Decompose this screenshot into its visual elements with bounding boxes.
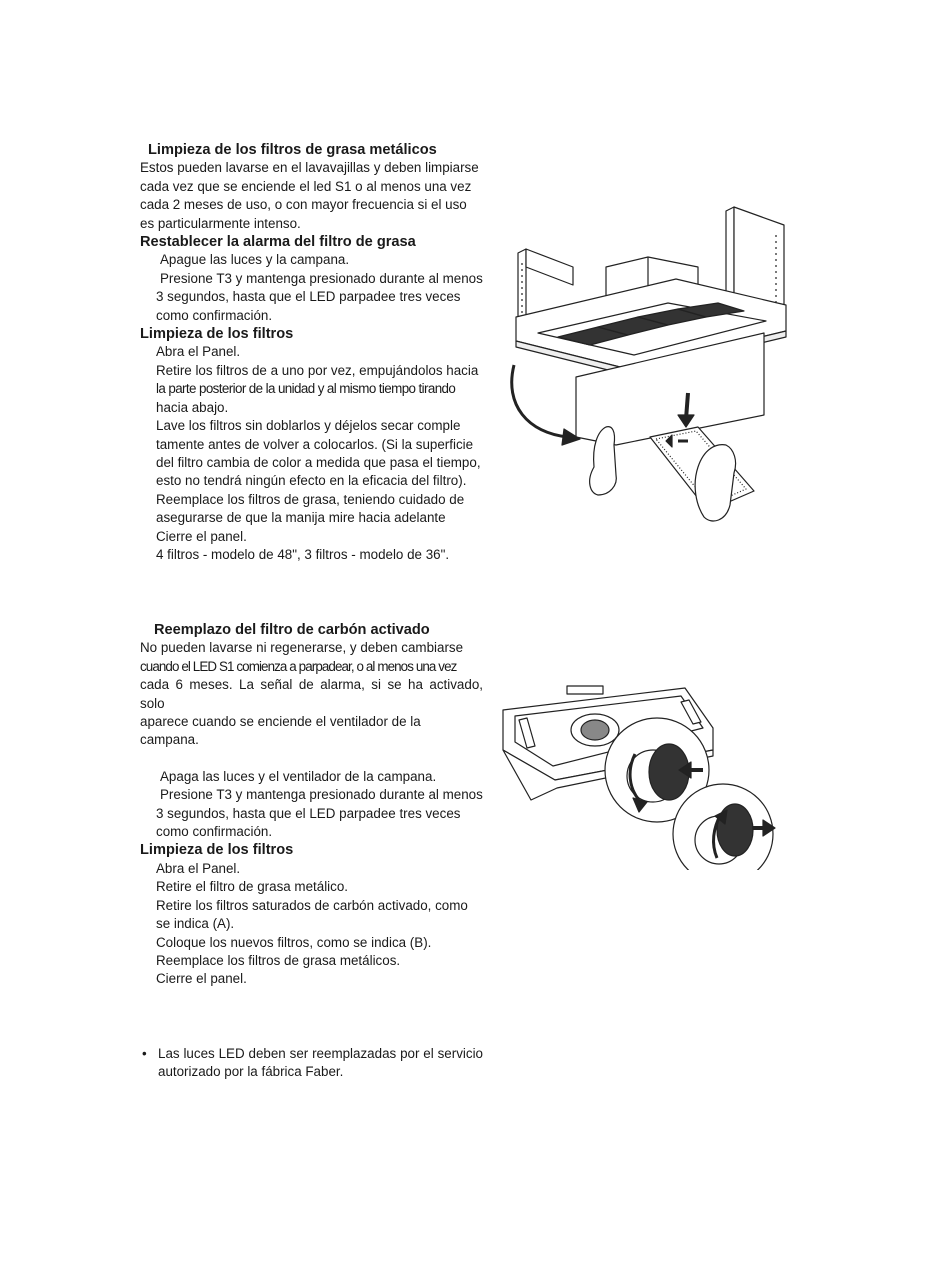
carbon-clean-step: Coloque los nuevos filtros, como se indica (B). xyxy=(156,934,432,950)
carbon-filter-heading: Reemplazo del filtro de carbón activado xyxy=(154,622,430,638)
reset-step: 3 segundos, hasta que el LED parpadee tres veces xyxy=(156,289,461,305)
clean-filters-heading: Limpieza de los filtros xyxy=(140,326,294,343)
led-note xyxy=(140,1045,483,1082)
clean-step: la parte posterior de la unidad y al mismo tiempo tirando xyxy=(156,381,456,397)
section-carbon-filter xyxy=(140,621,483,989)
carbon-clean-step: Cierre el panel. xyxy=(156,971,247,987)
carbon-clean-step: Abra el Panel. xyxy=(156,860,241,876)
carbon-reset-step: 3 segundos, hasta que el LED parpadee tres veces xyxy=(156,805,461,821)
grease-intro-line: cada 2 meses de uso, o con mayor frecuencia si el uso xyxy=(140,197,467,213)
grease-intro-line: es particularmente intenso. xyxy=(140,215,301,231)
carbon-intro-line: cuando el LED S1 comienza a parpadear, o al menos una vez xyxy=(140,658,457,674)
carbon-intro-line: cada 6 meses. La señal de alarma, si se ha activado, solo xyxy=(140,677,483,711)
carbon-clean-step: Retire el filtro de grasa metálico. xyxy=(156,879,349,895)
carbon-filter-replacement-illustration xyxy=(495,680,795,870)
reset-step: como confirmación. xyxy=(156,307,273,323)
grease-filters-heading: Limpieza de los filtros de grasa metálicos xyxy=(148,142,437,158)
clean-step: esto no tendrá ningún efecto en la eficacia del filtro). xyxy=(156,473,467,489)
carbon-clean-heading: Limpieza de los filtros xyxy=(140,842,294,859)
clean-step: Lave los filtros sin doblarlos y déjelos secar comple xyxy=(156,418,461,434)
carbon-reset-step: como confirmación. xyxy=(156,824,273,840)
reset-alarm-heading: Restablecer la alarma del filtro de grasa xyxy=(140,234,416,251)
carbon-clean-step: Reemplace los filtros de grasa metálicos. xyxy=(156,952,401,968)
grease-filter-removal-illustration xyxy=(498,205,798,535)
grease-intro-line: cada vez que se enciende el led S1 o al menos una vez xyxy=(140,178,472,194)
clean-step: Cierre el panel. xyxy=(156,528,247,544)
clean-step: Retire los filtros de a uno por vez, empujándolos hacia xyxy=(156,362,479,378)
clean-step: hacia abajo. xyxy=(156,399,229,415)
carbon-intro-line: No pueden lavarse ni regenerarse, y deben cambiarse xyxy=(140,640,464,656)
carbon-clean-step: se indica (A). xyxy=(156,916,235,932)
section-grease-filters xyxy=(140,141,483,564)
clean-step: 4 filtros - modelo de 48", 3 filtros - modelo de 36". xyxy=(156,546,450,562)
clean-step: Reemplace los filtros de grasa, teniendo cuidado de xyxy=(156,491,465,507)
carbon-reset-step: Presione T3 y mantenga presionado durante al menos xyxy=(160,787,483,803)
clean-step: del filtro cambia de color a medida que pasa el tiempo, xyxy=(156,454,481,470)
clean-step: Abra el Panel. xyxy=(156,344,241,360)
carbon-clean-step: Retire los filtros saturados de carbón activado, como xyxy=(156,897,468,913)
carbon-intro-line: aparece cuando se enciende el ventilador de la campana. xyxy=(140,714,421,748)
bullet-mark: • xyxy=(142,1046,147,1061)
reset-step: Apague las luces y la campana. xyxy=(160,252,350,268)
carbon-reset-step: Apaga las luces y el ventilador de la campana. xyxy=(160,768,437,784)
grease-intro-line: Estos pueden lavarse en el lavavajillas y deben limpiarse xyxy=(140,160,479,176)
clean-step: tamente antes de volver a colocarlos. (Si la superficie xyxy=(156,436,474,452)
clean-step: asegurarse de que la manija mire hacia adelante xyxy=(156,510,446,526)
reset-step: Presione T3 y mantenga presionado durante al menos xyxy=(160,270,483,286)
led-note-text: Las luces LED deben ser reemplazadas por el servicio autorizado por la fábrica Faber. xyxy=(158,1046,483,1080)
